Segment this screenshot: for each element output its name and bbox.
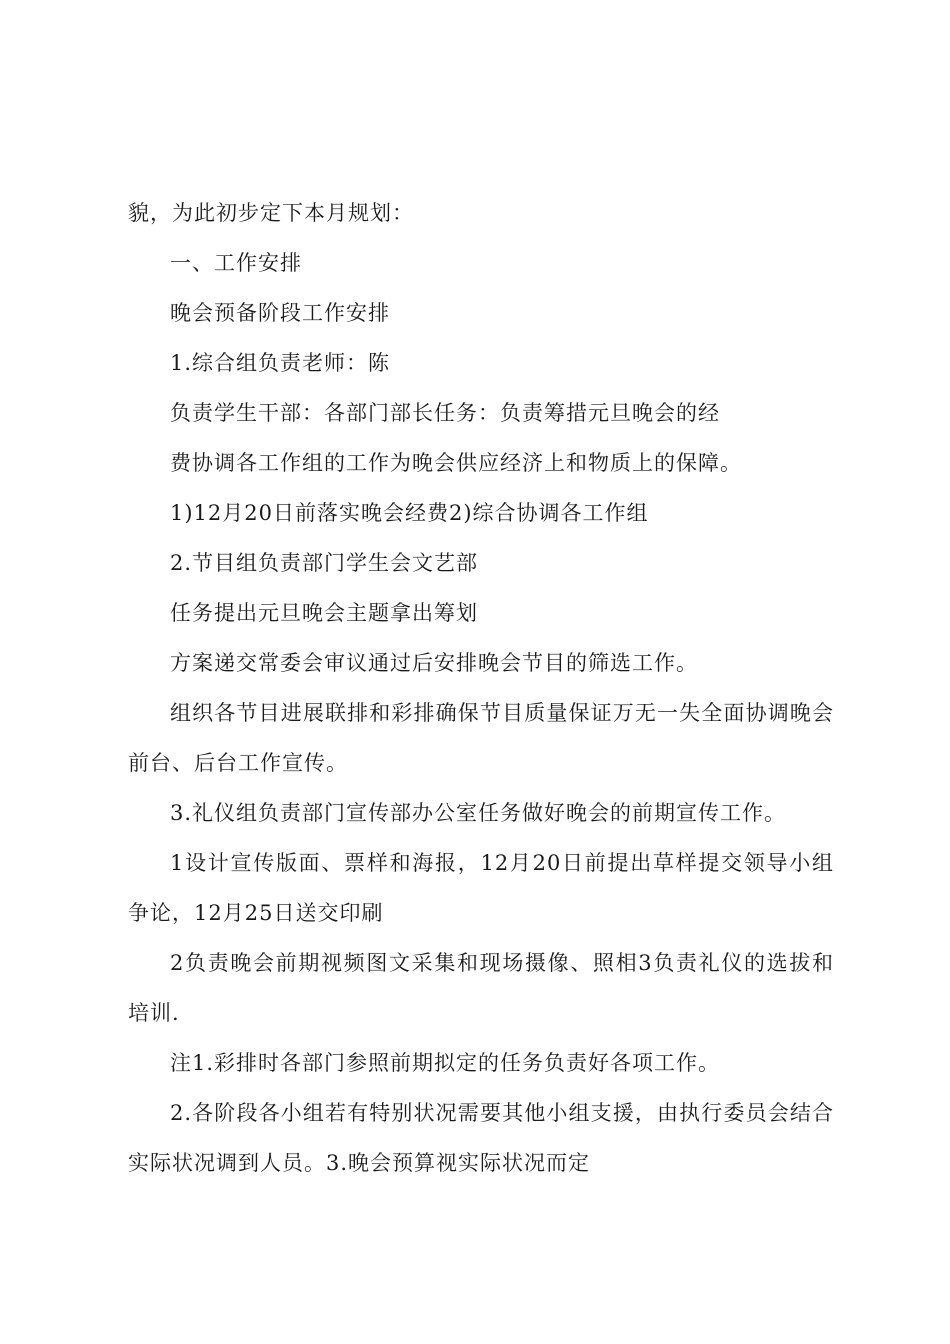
paragraph-funding-tasks: 1)12月20日前落实晚会经费2)综合协调各工作组	[170, 501, 649, 525]
section-heading-work-arrangement: 一、工作安排	[170, 251, 302, 275]
subheading-preparation-stage: 晚会预备阶段工作安排	[170, 301, 390, 325]
paragraph-design-publicity: 1设计宣传版面、票样和海报，12月20日前提出草样提交领导小组争论，12月25日送交印刷	[128, 851, 834, 925]
paragraph-general-group: 1.综合组负责老师：陈	[170, 351, 391, 375]
paragraph-etiquette-group: 3.礼仪组负责部门宣传部办公室任务做好晚会的前期宣传工作。	[170, 801, 787, 825]
document-body	[128, 188, 834, 1188]
paragraph-program-plan: 方案递交常委会审议通过后安排晚会节目的筛选工作。	[170, 651, 698, 675]
paragraph-video-etiquette: 2负责晚会前期视频图文采集和现场摄像、照相3负责礼仪的选拔和培训.	[128, 951, 834, 1025]
paragraph-student-cadres: 负责学生干部：各部门部长任务：负责筹措元旦晚会的经	[170, 401, 720, 425]
paragraph-note-2: 2.各阶段各小组若有特别状况需要其他小组支援，由执行委员会结合实际状况调到人员。3.晚会预算视实际状况而定	[128, 1101, 834, 1175]
paragraph-note-1: 注1.彩排时各部门参照前期拟定的任务负责好各项工作。	[170, 1051, 721, 1075]
paragraph-funding: 费协调各工作组的工作为晚会供应经济上和物质上的保障。	[170, 451, 742, 475]
paragraph-program-group: 2.节目组负责部门学生会文艺部	[170, 551, 479, 575]
paragraph-rehearsal: 组织各节目进展联排和彩排确保节目质量保证万无一失全面协调晚会前台、后台工作宣传。	[128, 701, 834, 775]
paragraph-1: 貌，为此初步定下本月规划：	[128, 201, 414, 225]
paragraph-program-task: 任务提出元旦晚会主题拿出筹划	[170, 601, 478, 625]
